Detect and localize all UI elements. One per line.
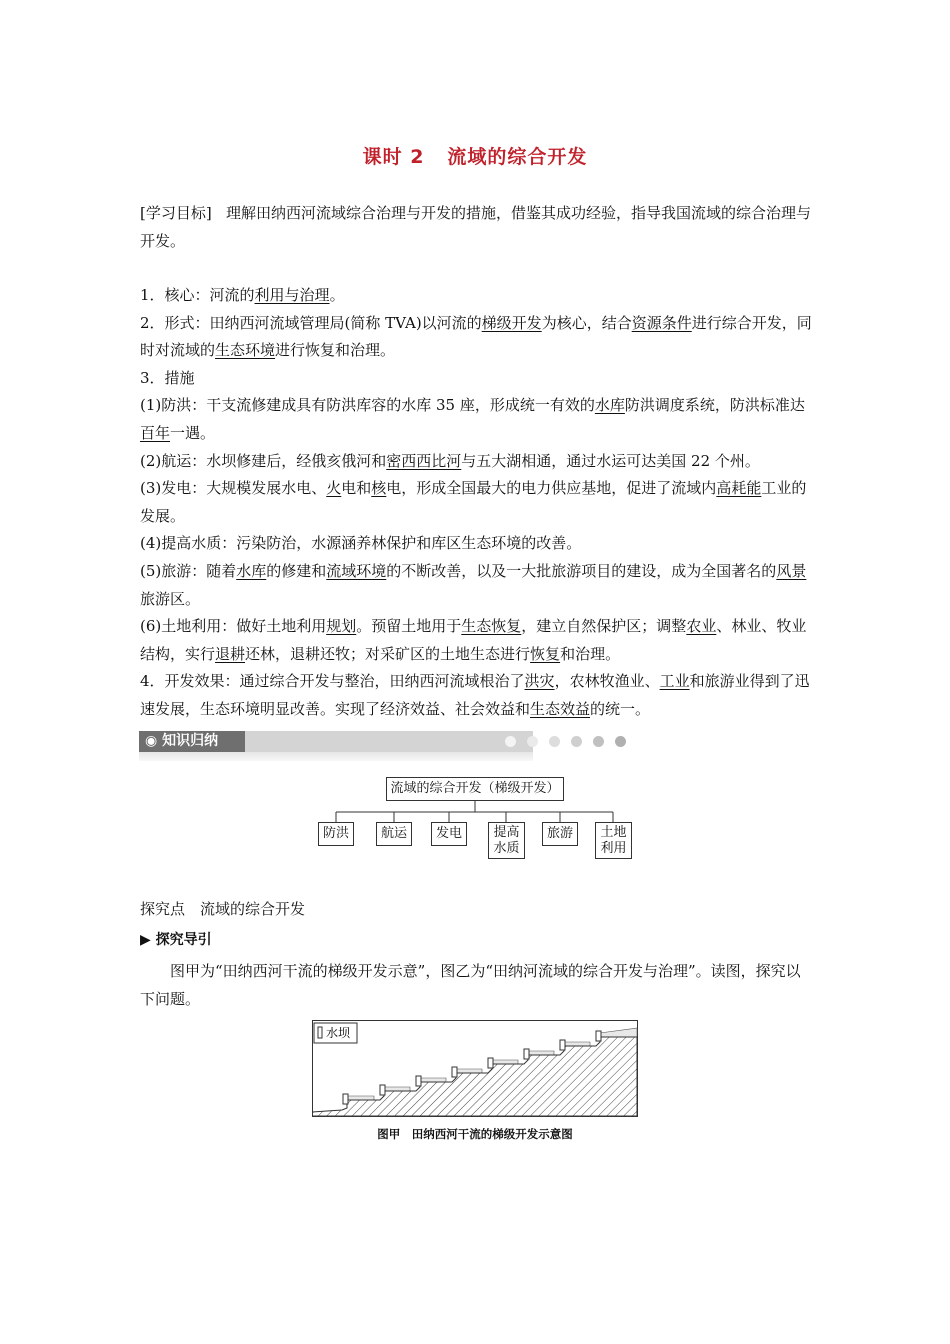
tree-leaf-power: 发电 bbox=[431, 822, 467, 846]
figure-caption: 图甲 田纳西河干流的梯级开发示意图 bbox=[377, 1127, 573, 1141]
measure-water-quality: (4)提高水质：污染防治，水源涵养林保护和库区生态环境的改善。 bbox=[140, 534, 582, 553]
lesson-prefix: 课时 2 bbox=[362, 146, 425, 168]
learning-objective bbox=[140, 200, 812, 255]
measure-power: (3)发电：大规模发展水电、火电和核电，形成全国最大的电力供应基地，促进了流域内高耗能工业的发展。 bbox=[140, 479, 807, 525]
lesson-title bbox=[0, 142, 950, 169]
cascade-figure bbox=[312, 1020, 638, 1118]
tree-leaf-water-quality: 提高 水质 bbox=[488, 822, 525, 859]
explore-section-title: 探究点 流域的综合开发 bbox=[140, 900, 306, 918]
measure-land-use: (6)土地利用：做好土地利用规划。预留土地用于生态恢复，建立自然保护区；调整农业、林业、牧业结构，实行退耕还林，退耕还牧；对采矿区的土地生态进行恢复和治理。 bbox=[140, 617, 807, 663]
objective-text: 理解田纳西河流域综合治理与开发的措施，借鉴其成功经验，指导我国流域的综合治理与开发。 bbox=[140, 204, 812, 250]
dot-icon bbox=[527, 736, 538, 747]
tree-root: 流域的综合开发（梯级开发） bbox=[386, 777, 564, 801]
knowledge-summary-banner bbox=[139, 731, 533, 761]
dot-icon bbox=[593, 736, 604, 747]
dot-icon bbox=[615, 736, 626, 747]
lesson-name: 流域的综合开发 bbox=[447, 146, 588, 168]
point-measures: 3．措施 bbox=[140, 368, 195, 387]
dot-icon bbox=[505, 736, 516, 747]
dot-icon bbox=[549, 736, 560, 747]
banner-label: ◉ 知识归纳 bbox=[139, 731, 245, 752]
main-points bbox=[140, 282, 812, 724]
objective-label: [学习目标] bbox=[140, 204, 212, 222]
tree-leaf-land-use: 土地 利用 bbox=[595, 822, 632, 859]
measure-flood: (1)防洪：干支流修建成具有防洪库容的水库 35 座，形成统一有效的水库防洪调度系统，防洪标准达百年一遇。 bbox=[140, 396, 805, 442]
point-form: 2．形式：田纳西河流域管理局(简称 TVA)以河流的梯级开发为核心，结合资源条件进行综合开发，同时对流域的生态环境进行恢复和治理。 bbox=[140, 313, 812, 360]
dam-legend-icon bbox=[318, 1027, 322, 1038]
point-core: 1．核心：河流的利用与治理。 bbox=[140, 286, 345, 304]
tree-leaf-flood: 防洪 bbox=[318, 822, 354, 846]
legend-label: 水坝 bbox=[326, 1026, 351, 1040]
point-effect: 4．开发效果：通过综合开发与整治，田纳西河流域根治了洪灾，农林牧渔业、工业和旅游业得到了迅速发展，生态环境明显改善。实现了经济效益、社会效益和生态效益的统一。 bbox=[140, 672, 810, 718]
tree-leaf-shipping: 航运 bbox=[376, 822, 412, 846]
measure-tourism: (5)旅游：随着水库的修建和流域环境的不断改善，以及一大批旅游项目的建设，成为全国著名的风景旅游区。 bbox=[140, 561, 807, 608]
measure-shipping: (2)航运：水坝修建后，经俄亥俄河和密西西比河与五大湖相通，通过水运可达美国 22 个州。 bbox=[140, 451, 760, 470]
tree-leaf-tourism: 旅游 bbox=[542, 822, 578, 846]
explore-guide-heading: ▶ 探究导引 bbox=[140, 932, 212, 948]
dot-icon bbox=[571, 736, 582, 747]
explore-intro: 图甲为“田纳西河干流的梯级开发示意”，图乙为“田纳河流域的综合开发与治理”。读图，探究以下问题。 bbox=[140, 962, 801, 1008]
